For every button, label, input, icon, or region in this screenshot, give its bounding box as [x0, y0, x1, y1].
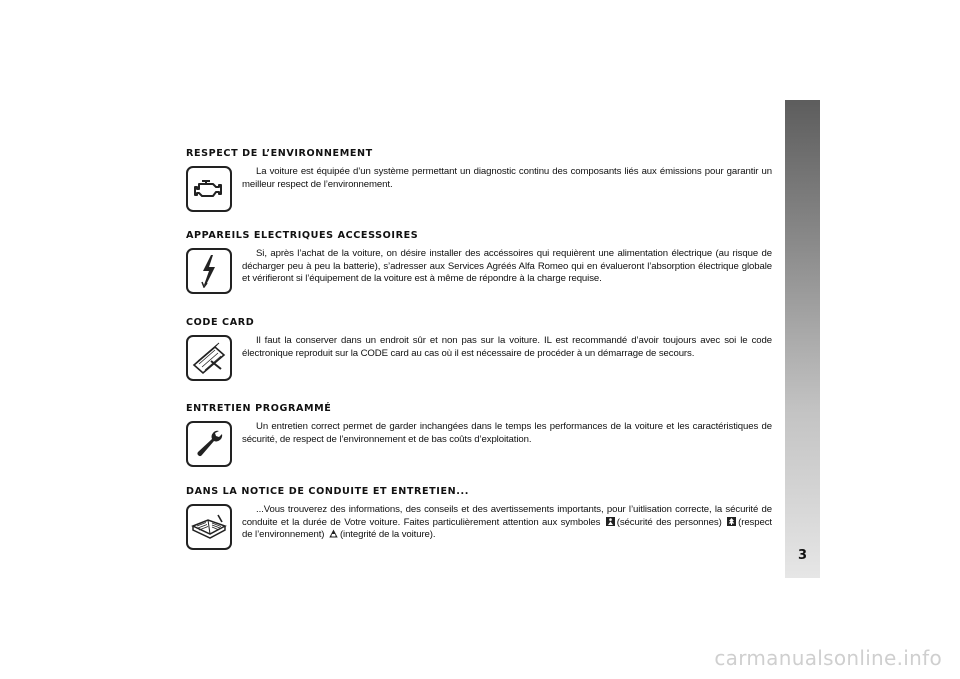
vehicle-integrity-icon: [329, 529, 338, 538]
section-body: Un entretien correct permet de garder inchangées dans le temps les performances de la voiture et les caractéristiques de sécurité, de respect de l’environnement et de bas coûts d’exploitation.: [242, 421, 772, 445]
section-code-card: [186, 317, 772, 385]
body-text-4: (integrité de la voiture).: [339, 529, 436, 541]
section-body: [186, 504, 772, 542]
section-title: ENTRETIEN PROGRAMMÉ: [186, 403, 332, 414]
section-body: Il faut la conserver dans un endroit sûr et non pas sur la voiture. IL est recommandé d’avoir toujours avec soi le code électronique reproduit sur la CODE card au cas où il est nécessaire de procéder à un démarrage de secours.: [242, 335, 772, 359]
section-scheduled-maintenance: [186, 403, 772, 471]
body-text-1: ...Vous trouverez des informations, des conseils et des avertissements importants, pour l’uitlisation correcte, la sécurité de conduite et la durée de Votre voiture. Faites particulièrement attention aux symboles: [242, 504, 772, 528]
section-title: RESPECT DE L’ENVIRONNEMENT: [186, 148, 373, 159]
watermark: carmanualsonline.info: [714, 646, 942, 670]
section-electrical-accessories: [186, 230, 772, 298]
lightning-icon: [186, 248, 232, 294]
body-text-2: (sécurité des personnes): [616, 516, 722, 528]
open-book-icon: [186, 504, 232, 550]
body-text-3: (respect de l’environnement): [242, 516, 772, 541]
section-title: CODE CARD: [186, 317, 255, 328]
page-number: 3: [797, 548, 808, 563]
section-body: La voiture est équipée d’un système permettant un diagnostic continu des composants liés aux émissions pour garantir un meilleur respect de l’environnement.: [242, 166, 772, 190]
engine-check-icon: [186, 166, 232, 212]
section-title: DANS LA NOTICE DE CONDUITE ET ENTRETIEN...: [186, 486, 469, 497]
section-body: Si, après l’achat de la voiture, on désire installer des accéssoires qui requièrent une alimentation électrique (au risque de décharger peu à peu la batterie), s’adresser aux Services Agréés Alfa Romeo qui en évalueront l’absorption électrique globale et vérifieront si l’équipement de la voiture est à même de répondre à la charge requise.: [242, 248, 772, 285]
wrench-icon: [186, 421, 232, 467]
page-tab: [785, 100, 820, 578]
person-safety-icon: [606, 517, 615, 526]
section-environment: [186, 148, 772, 216]
code-card-icon: [186, 335, 232, 381]
section-title: APPAREILS ELECTRIQUES ACCESSOIRES: [186, 230, 419, 241]
section-owner-handbook: [186, 486, 772, 554]
environment-icon: [727, 517, 736, 526]
